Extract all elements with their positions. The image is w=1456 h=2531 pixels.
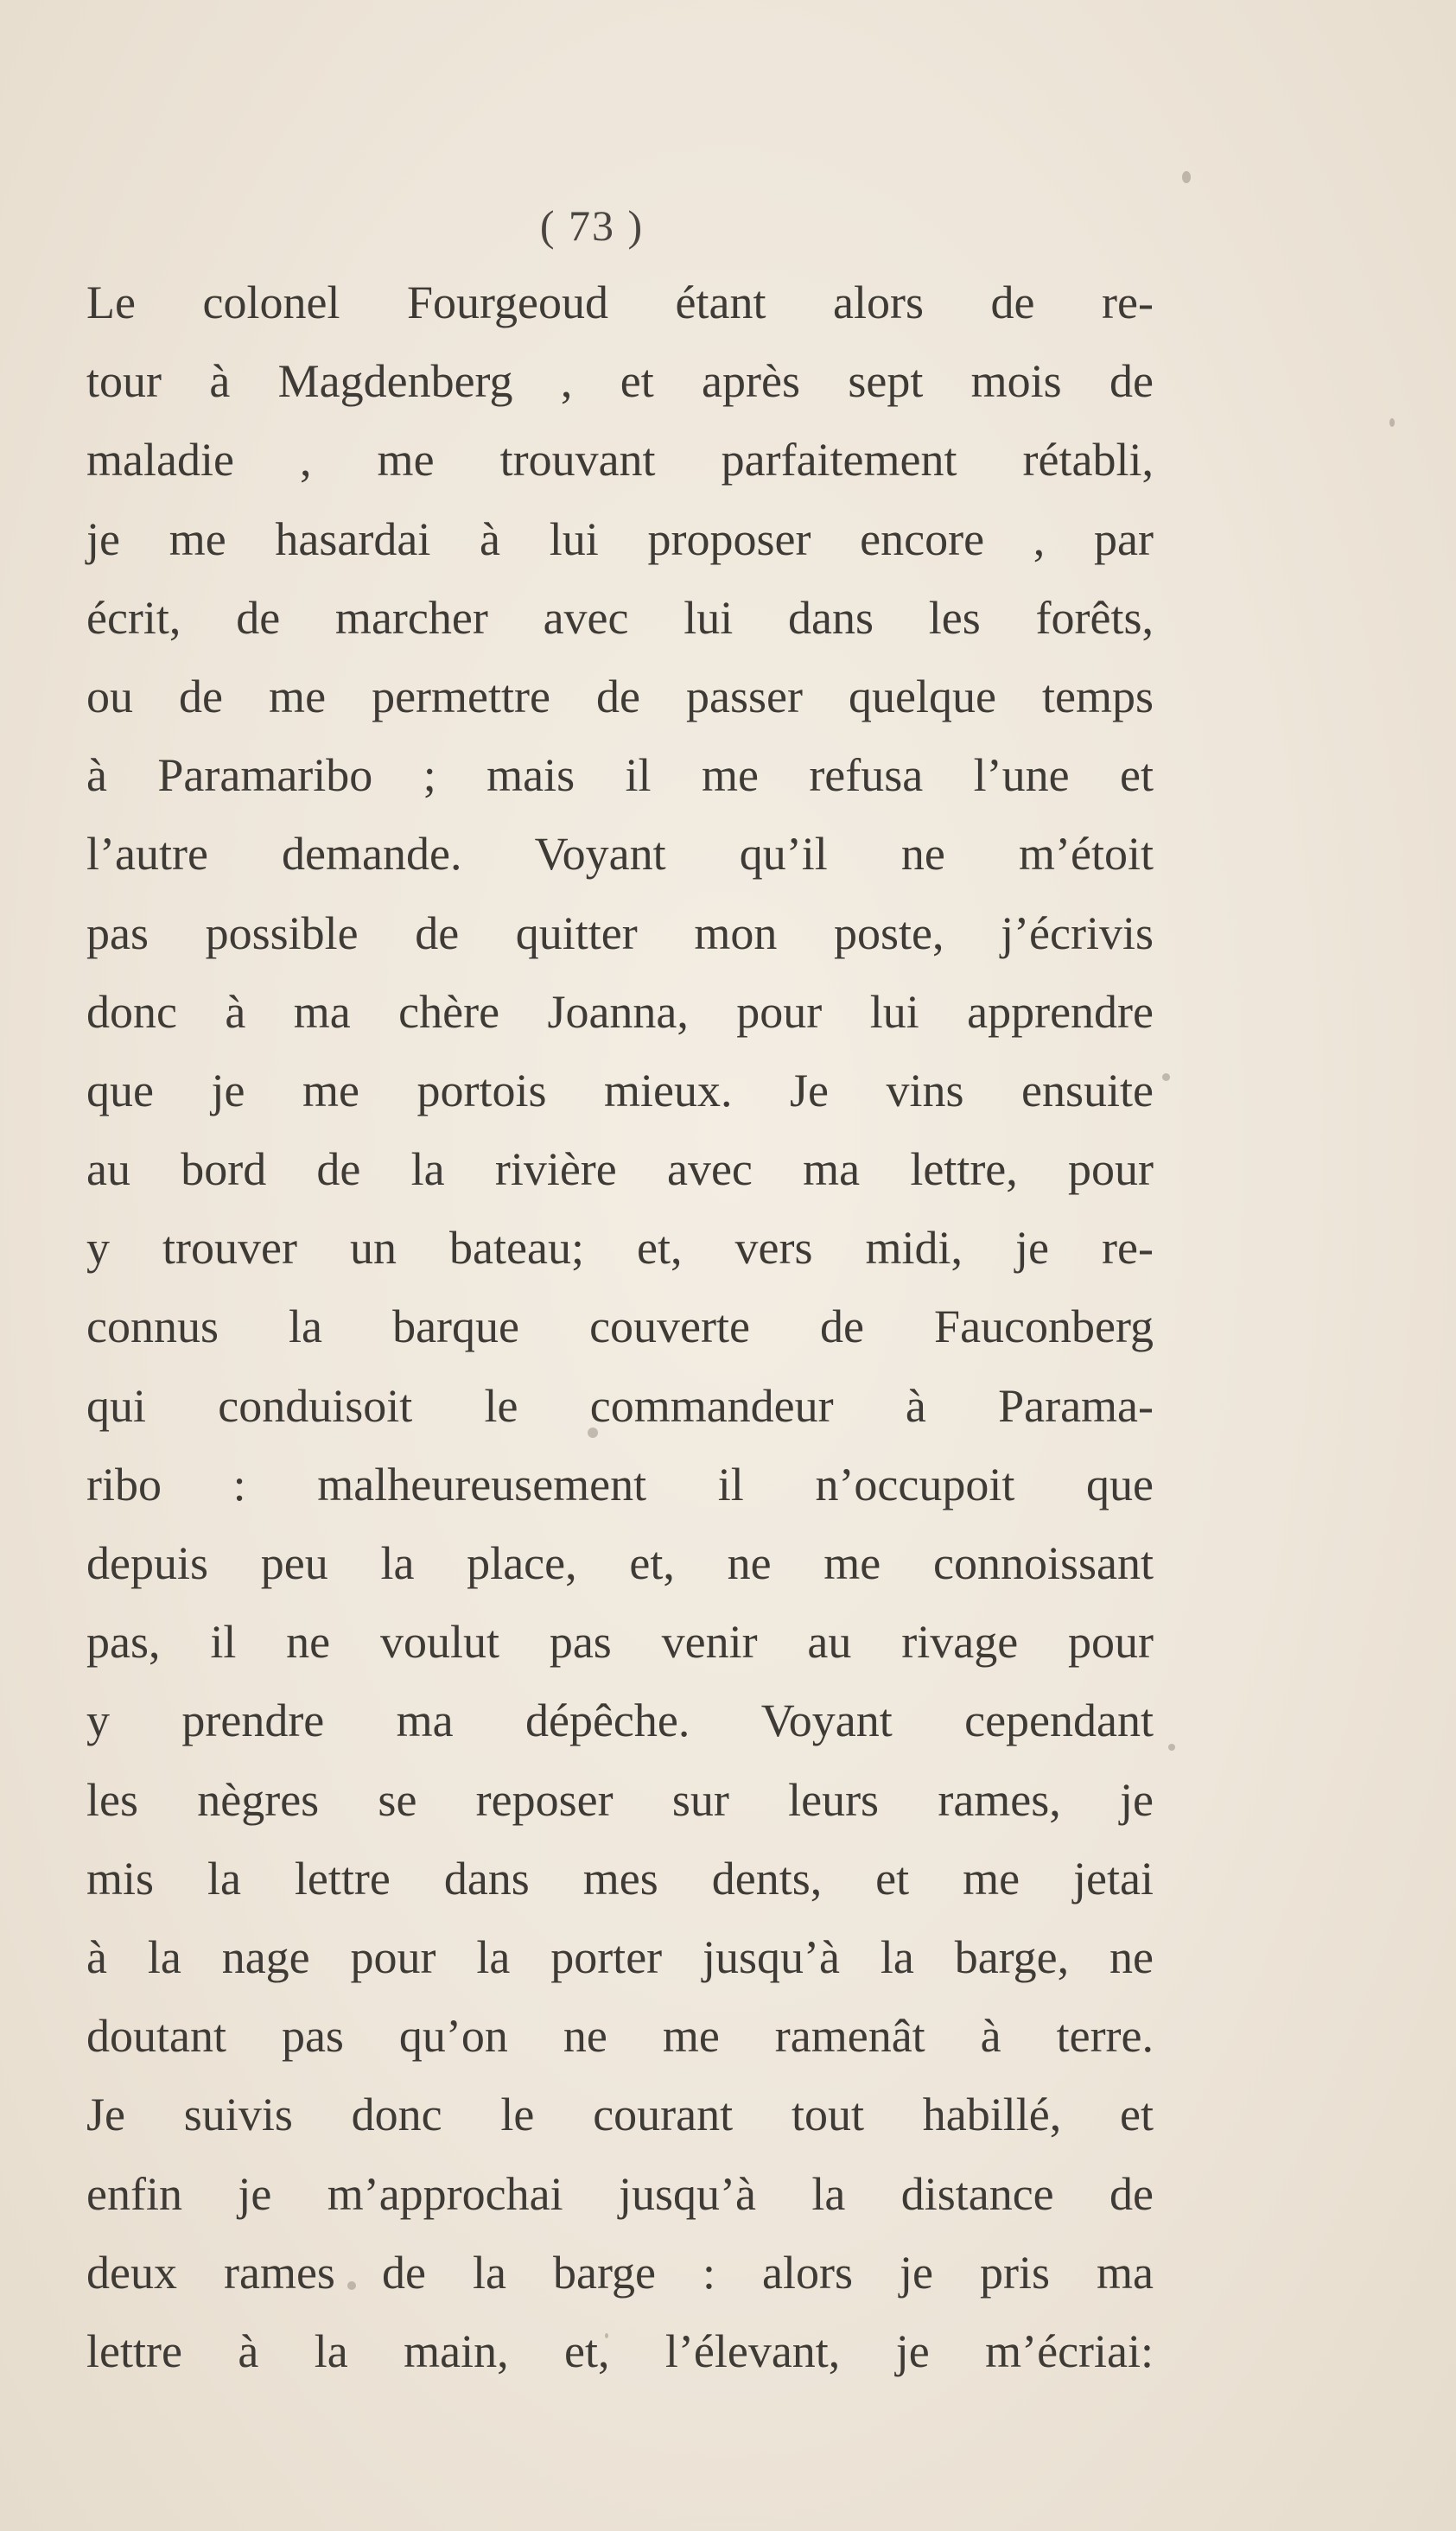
text-line: à Paramaribo ; mais il me refusa l’une et [86,749,1154,802]
text-line: ribo : malheureusement il n’occupoit que [86,1458,1154,1510]
text-line: doutant pas qu’on ne me ramenât à terre. [86,2010,1154,2063]
text-line: l’autre demande. Voyant qu’il ne m’étoit [86,828,1154,881]
paper-speck [1182,171,1191,183]
text-line: connus la barque couverte de Fauconberg [86,1300,1154,1353]
text-line: que je me portois mieux. Je vins ensuite [86,1064,1154,1116]
paper-speck [605,2333,608,2338]
text-line: ou de me permettre de passer quelque temps [86,670,1154,722]
page-number: ( 73 ) [539,201,645,250]
paper-speck [1389,418,1395,427]
text-line: Je suivis donc le courant tout habillé, et [86,2089,1154,2141]
text-line: depuis peu la place, et, ne me connoissant [86,1537,1154,1589]
text-line: maladie , me trouvant parfaitement rétabli, [86,434,1154,486]
text-line: je me hasardai à lui proposer encore , par [86,512,1154,565]
text-line: pas possible de quitter mon poste, j’écrivis [86,906,1154,959]
text-line: Le colonel Fourgeoud étant alors de re- [86,277,1154,328]
text-line: pas, il ne voulut pas venir au rivage pour [86,1616,1154,1669]
text-line: à la nage pour la porter jusqu’à la barge, ne [86,1930,1154,1983]
text-line: donc à ma chère Joanna, pour lui apprendre [86,985,1154,1038]
text-line: au bord de la rivière avec ma lettre, pour [86,1143,1154,1196]
text-line: deux rames de la barge : alors je pris ma [86,2246,1154,2299]
paper-speck [588,1428,598,1438]
text-line: mis la lettre dans mes dents, et me jetai [86,1852,1154,1905]
paper-speck [1162,1073,1170,1081]
paper-speck [347,2281,356,2290]
text-line: lettre à la main, et, l’élevant, je m’écriai: [86,2324,1154,2377]
text-line: les nègres se reposer sur leurs rames, je [86,1773,1154,1826]
text-line: tour à Magdenberg , et après sept mois de [86,355,1154,408]
text-line: y prendre ma dépêche. Voyant cependant [86,1695,1154,1747]
text-line: y trouver un bateau; et, vers midi, je re- [86,1222,1154,1275]
body-text [86,264,1154,2391]
text-line: écrit, de marcher avec lui dans les forêts, [86,591,1154,644]
paper-speck [1168,1744,1175,1751]
text-line: qui conduisoit le commandeur à Parama- [86,1379,1154,1432]
text-line: enfin je m’approchai jusqu’à la distance de [86,2167,1154,2220]
